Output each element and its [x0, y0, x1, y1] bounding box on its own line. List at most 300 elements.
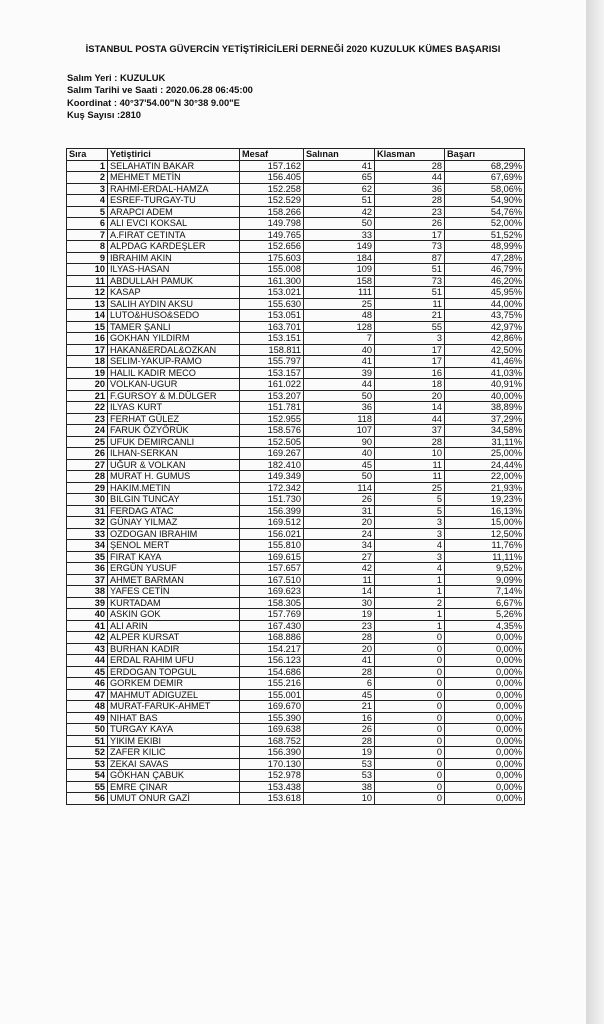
cell-basari: 37,29% — [445, 413, 525, 425]
cell-basari: 16,13% — [445, 505, 525, 517]
cell-sira: 47 — [67, 689, 108, 701]
cell-sira: 20 — [67, 379, 108, 391]
cell-salinan: 158 — [304, 275, 375, 287]
cell-yetistirici: ILYAS-HASAN — [108, 264, 240, 276]
table-row — [67, 321, 525, 333]
cell-salinan: 65 — [304, 172, 375, 184]
cell-salinan: 53 — [304, 758, 375, 770]
cell-klasman: 4 — [375, 563, 445, 575]
table-row — [67, 758, 525, 770]
cell-sira: 26 — [67, 448, 108, 460]
cell-salinan: 149 — [304, 241, 375, 253]
cell-mesaf: 163.701 — [240, 321, 304, 333]
cell-basari: 41,03% — [445, 367, 525, 379]
cell-mesaf: 152.955 — [240, 413, 304, 425]
cell-yetistirici: GOKHAN YILDIRM — [108, 333, 240, 345]
cell-yetistirici: ALPER KURSAT — [108, 632, 240, 644]
cell-klasman: 0 — [375, 770, 445, 782]
cell-sira: 18 — [67, 356, 108, 368]
cell-basari: 24,44% — [445, 459, 525, 471]
cell-salinan: 31 — [304, 505, 375, 517]
cell-salinan: 20 — [304, 643, 375, 655]
cell-yetistirici: GORKEM DEMIR — [108, 678, 240, 690]
table-row — [67, 459, 525, 471]
cell-salinan: 128 — [304, 321, 375, 333]
cell-salinan: 41 — [304, 655, 375, 667]
table-row — [67, 517, 525, 529]
cell-klasman: 17 — [375, 356, 445, 368]
cell-yetistirici: HALIL KADIR MECO — [108, 367, 240, 379]
table-row — [67, 482, 525, 494]
cell-klasman: 73 — [375, 275, 445, 287]
cell-salinan: 40 — [304, 344, 375, 356]
cell-basari: 67,69% — [445, 172, 525, 184]
cell-klasman: 10 — [375, 448, 445, 460]
cell-salinan: 90 — [304, 436, 375, 448]
cell-sira: 2 — [67, 172, 108, 184]
cell-yetistirici: ERDOGAN TOPGUL — [108, 666, 240, 678]
table-row — [67, 379, 525, 391]
table-row — [67, 597, 525, 609]
cell-klasman: 44 — [375, 172, 445, 184]
column-header-klasman: Klasman — [375, 149, 445, 161]
cell-klasman: 16 — [375, 367, 445, 379]
cell-yetistirici: ZAFER KILIC — [108, 747, 240, 759]
cell-mesaf: 158.266 — [240, 206, 304, 218]
cell-mesaf: 182.410 — [240, 459, 304, 471]
cell-salinan: 28 — [304, 735, 375, 747]
cell-salinan: 39 — [304, 367, 375, 379]
cell-sira: 45 — [67, 666, 108, 678]
cell-basari: 44,00% — [445, 298, 525, 310]
cell-yetistirici: TAMER ŞANLI — [108, 321, 240, 333]
cell-mesaf: 167.430 — [240, 620, 304, 632]
cell-yetistirici: UMUT ONUR GAZİ — [108, 793, 240, 805]
cell-mesaf: 156.405 — [240, 172, 304, 184]
cell-klasman: 17 — [375, 344, 445, 356]
cell-sira: 43 — [67, 643, 108, 655]
cell-sira: 12 — [67, 287, 108, 299]
table-row — [67, 563, 525, 575]
cell-basari: 0,00% — [445, 770, 525, 782]
cell-sira: 50 — [67, 724, 108, 736]
cell-yetistirici: ŞENOL MERT — [108, 540, 240, 552]
cell-klasman: 11 — [375, 298, 445, 310]
cell-basari: 34,58% — [445, 425, 525, 437]
table-row — [67, 770, 525, 782]
table-row — [67, 252, 525, 264]
cell-basari: 54,90% — [445, 195, 525, 207]
cell-salinan: 114 — [304, 482, 375, 494]
cell-klasman: 28 — [375, 195, 445, 207]
cell-sira: 15 — [67, 321, 108, 333]
table-row — [67, 356, 525, 368]
cell-mesaf: 156.123 — [240, 655, 304, 667]
cell-mesaf: 161.300 — [240, 275, 304, 287]
cell-mesaf: 169.512 — [240, 517, 304, 529]
cell-klasman: 0 — [375, 735, 445, 747]
cell-yetistirici: HAKIM.METIN — [108, 482, 240, 494]
cell-salinan: 21 — [304, 701, 375, 713]
cell-yetistirici: A.FIRAT CETINTA — [108, 229, 240, 241]
cell-klasman: 18 — [375, 379, 445, 391]
cell-salinan: 50 — [304, 390, 375, 402]
cell-sira: 13 — [67, 298, 108, 310]
cell-mesaf: 153.438 — [240, 781, 304, 793]
cell-mesaf: 151.781 — [240, 402, 304, 414]
cell-klasman: 0 — [375, 643, 445, 655]
cell-klasman: 1 — [375, 609, 445, 621]
cell-mesaf: 175.603 — [240, 252, 304, 264]
cell-sira: 17 — [67, 344, 108, 356]
column-header-basari: Başarı — [445, 149, 525, 161]
cell-basari: 68,29% — [445, 160, 525, 172]
cell-salinan: 50 — [304, 471, 375, 483]
table-row — [67, 586, 525, 598]
cell-mesaf: 151.730 — [240, 494, 304, 506]
cell-sira: 44 — [67, 655, 108, 667]
release-location: Salım Yeri : KUZULUK — [67, 72, 166, 83]
cell-basari: 21,93% — [445, 482, 525, 494]
cell-basari: 54,76% — [445, 206, 525, 218]
cell-klasman: 1 — [375, 574, 445, 586]
cell-yetistirici: SALIH AYDIN AKSU — [108, 298, 240, 310]
cell-mesaf: 167.510 — [240, 574, 304, 586]
cell-basari: 48,99% — [445, 241, 525, 253]
table-row — [67, 471, 525, 483]
cell-sira: 31 — [67, 505, 108, 517]
cell-basari: 0,00% — [445, 758, 525, 770]
cell-salinan: 48 — [304, 310, 375, 322]
cell-klasman: 11 — [375, 459, 445, 471]
table-row — [67, 609, 525, 621]
cell-sira: 51 — [67, 735, 108, 747]
cell-mesaf: 155.216 — [240, 678, 304, 690]
table-row — [67, 402, 525, 414]
cell-salinan: 16 — [304, 712, 375, 724]
cell-yetistirici: EMRE ÇINAR — [108, 781, 240, 793]
cell-klasman: 51 — [375, 264, 445, 276]
cell-sira: 5 — [67, 206, 108, 218]
cell-salinan: 41 — [304, 160, 375, 172]
table-row — [67, 643, 525, 655]
cell-salinan: 62 — [304, 183, 375, 195]
cell-sira: 24 — [67, 425, 108, 437]
cell-mesaf: 152.505 — [240, 436, 304, 448]
cell-klasman: 0 — [375, 793, 445, 805]
cell-salinan: 19 — [304, 609, 375, 621]
cell-yetistirici: YAFES CETİN — [108, 586, 240, 598]
cell-yetistirici: FERDAG ATAC — [108, 505, 240, 517]
cell-klasman: 2 — [375, 597, 445, 609]
cell-sira: 39 — [67, 597, 108, 609]
cell-salinan: 41 — [304, 356, 375, 368]
table-row — [67, 448, 525, 460]
cell-salinan: 118 — [304, 413, 375, 425]
cell-klasman: 3 — [375, 517, 445, 529]
cell-basari: 42,50% — [445, 344, 525, 356]
cell-basari: 52,00% — [445, 218, 525, 230]
table-row — [67, 494, 525, 506]
cell-sira: 16 — [67, 333, 108, 345]
cell-salinan: 20 — [304, 517, 375, 529]
cell-sira: 52 — [67, 747, 108, 759]
cell-basari: 19,23% — [445, 494, 525, 506]
table-row — [67, 275, 525, 287]
results-table — [66, 148, 525, 805]
cell-sira: 46 — [67, 678, 108, 690]
release-info — [67, 72, 253, 122]
cell-salinan: 14 — [304, 586, 375, 598]
cell-yetistirici: VOLKAN-UGUR — [108, 379, 240, 391]
cell-yetistirici: ALI EVCI KOKSAL — [108, 218, 240, 230]
table-row — [67, 287, 525, 299]
release-coordinates: Koordinat : 40°37'54.00"N 30°38 9.00"E — [67, 96, 240, 108]
cell-mesaf: 157.657 — [240, 563, 304, 575]
cell-mesaf: 158.811 — [240, 344, 304, 356]
cell-klasman: 28 — [375, 436, 445, 448]
cell-salinan: 25 — [304, 298, 375, 310]
cell-sira: 6 — [67, 218, 108, 230]
cell-yetistirici: AHMET BARMAN — [108, 574, 240, 586]
cell-klasman: 55 — [375, 321, 445, 333]
cell-mesaf: 158.305 — [240, 597, 304, 609]
cell-mesaf: 169.670 — [240, 701, 304, 713]
cell-mesaf: 168.886 — [240, 632, 304, 644]
table-row — [67, 747, 525, 759]
cell-basari: 58,06% — [445, 183, 525, 195]
cell-salinan: 19 — [304, 747, 375, 759]
cell-yetistirici: SELAHATIN BAKAR — [108, 160, 240, 172]
cell-yetistirici: MAHMUT ADIGUZEL — [108, 689, 240, 701]
cell-salinan: 24 — [304, 528, 375, 540]
cell-basari: 42,97% — [445, 321, 525, 333]
cell-yetistirici: ZEKAI SAVAS — [108, 758, 240, 770]
cell-yetistirici: OZDOGAN IBRAHIM — [108, 528, 240, 540]
cell-basari: 0,00% — [445, 632, 525, 644]
cell-klasman: 3 — [375, 528, 445, 540]
cell-sira: 41 — [67, 620, 108, 632]
cell-basari: 0,00% — [445, 712, 525, 724]
table-row — [67, 160, 525, 172]
cell-yetistirici: MEHMET METİN — [108, 172, 240, 184]
cell-sira: 22 — [67, 402, 108, 414]
cell-klasman: 0 — [375, 758, 445, 770]
table-row — [67, 666, 525, 678]
cell-salinan: 184 — [304, 252, 375, 264]
cell-salinan: 36 — [304, 402, 375, 414]
cell-klasman: 3 — [375, 551, 445, 563]
table-row — [67, 298, 525, 310]
cell-mesaf: 155.390 — [240, 712, 304, 724]
cell-basari: 0,00% — [445, 747, 525, 759]
release-datetime: Salım Tarihi ve Saati : 2020.06.28 06:45:00 — [67, 84, 253, 96]
table-row — [67, 241, 525, 253]
table-row — [67, 701, 525, 713]
cell-basari: 9,09% — [445, 574, 525, 586]
cell-sira: 56 — [67, 793, 108, 805]
cell-salinan: 23 — [304, 620, 375, 632]
cell-basari: 0,00% — [445, 678, 525, 690]
cell-salinan: 107 — [304, 425, 375, 437]
bird-count: Kuş Sayısı :2810 — [67, 109, 142, 121]
cell-salinan: 44 — [304, 379, 375, 391]
cell-basari: 5,26% — [445, 609, 525, 621]
cell-sira: 48 — [67, 701, 108, 713]
cell-salinan: 51 — [304, 195, 375, 207]
cell-basari: 40,91% — [445, 379, 525, 391]
cell-sira: 55 — [67, 781, 108, 793]
column-header-mesaf: Mesaf — [240, 149, 304, 161]
cell-mesaf: 153.021 — [240, 287, 304, 299]
cell-mesaf: 156.021 — [240, 528, 304, 540]
cell-mesaf: 149.349 — [240, 471, 304, 483]
cell-klasman: 87 — [375, 252, 445, 264]
cell-mesaf: 170.130 — [240, 758, 304, 770]
cell-mesaf: 153.051 — [240, 310, 304, 322]
table-row — [67, 425, 525, 437]
table-row — [67, 735, 525, 747]
cell-klasman: 1 — [375, 620, 445, 632]
cell-mesaf: 156.390 — [240, 747, 304, 759]
cell-mesaf: 149.798 — [240, 218, 304, 230]
table-row — [67, 724, 525, 736]
cell-yetistirici: IBRAHIM AKIN — [108, 252, 240, 264]
cell-salinan: 109 — [304, 264, 375, 276]
cell-yetistirici: ALPDAG KARDEŞLER — [108, 241, 240, 253]
cell-klasman: 3 — [375, 333, 445, 345]
table-row — [67, 712, 525, 724]
cell-sira: 27 — [67, 459, 108, 471]
cell-basari: 11,11% — [445, 551, 525, 563]
cell-klasman: 37 — [375, 425, 445, 437]
cell-salinan: 26 — [304, 494, 375, 506]
cell-sira: 14 — [67, 310, 108, 322]
cell-mesaf: 155.630 — [240, 298, 304, 310]
table-row — [67, 781, 525, 793]
table-row — [67, 229, 525, 241]
cell-sira: 54 — [67, 770, 108, 782]
cell-mesaf: 169.615 — [240, 551, 304, 563]
cell-sira: 19 — [67, 367, 108, 379]
cell-salinan: 45 — [304, 689, 375, 701]
table-row — [67, 206, 525, 218]
cell-sira: 36 — [67, 563, 108, 575]
cell-yetistirici: MURAT-FARUK-AHMET — [108, 701, 240, 713]
cell-basari: 0,00% — [445, 781, 525, 793]
cell-mesaf: 149.765 — [240, 229, 304, 241]
cell-klasman: 0 — [375, 632, 445, 644]
cell-salinan: 7 — [304, 333, 375, 345]
table-row — [67, 183, 525, 195]
cell-sira: 23 — [67, 413, 108, 425]
cell-sira: 28 — [67, 471, 108, 483]
cell-basari: 4,35% — [445, 620, 525, 632]
cell-basari: 25,00% — [445, 448, 525, 460]
cell-salinan: 10 — [304, 793, 375, 805]
background-edge — [586, 0, 604, 1024]
cell-klasman: 17 — [375, 229, 445, 241]
cell-sira: 7 — [67, 229, 108, 241]
cell-klasman: 5 — [375, 505, 445, 517]
cell-basari: 42,86% — [445, 333, 525, 345]
cell-yetistirici: YIKIM EKIBI — [108, 735, 240, 747]
cell-basari: 51,52% — [445, 229, 525, 241]
cell-mesaf: 156.399 — [240, 505, 304, 517]
cell-yetistirici: ALI ARIN — [108, 620, 240, 632]
cell-klasman: 14 — [375, 402, 445, 414]
cell-yetistirici: F.GURSOY & M.DÜLGER — [108, 390, 240, 402]
cell-yetistirici: RAHMİ-ERDAL-HAMZA — [108, 183, 240, 195]
cell-salinan: 33 — [304, 229, 375, 241]
cell-yetistirici: ILHAN-SERKAN — [108, 448, 240, 460]
cell-salinan: 50 — [304, 218, 375, 230]
cell-klasman: 1 — [375, 586, 445, 598]
cell-salinan: 38 — [304, 781, 375, 793]
cell-klasman: 0 — [375, 712, 445, 724]
cell-klasman: 0 — [375, 747, 445, 759]
cell-sira: 10 — [67, 264, 108, 276]
cell-yetistirici: NIHAT BAS — [108, 712, 240, 724]
cell-mesaf: 155.810 — [240, 540, 304, 552]
cell-basari: 45,95% — [445, 287, 525, 299]
cell-basari: 0,00% — [445, 655, 525, 667]
table-header-row — [67, 149, 525, 161]
cell-yetistirici: ERDAL RAHIM UFU — [108, 655, 240, 667]
cell-basari: 31,11% — [445, 436, 525, 448]
table-row — [67, 413, 525, 425]
cell-yetistirici: ERGÜN YUSUF — [108, 563, 240, 575]
cell-yetistirici: FERHAT GÜLEZ — [108, 413, 240, 425]
cell-basari: 12,50% — [445, 528, 525, 540]
cell-sira: 53 — [67, 758, 108, 770]
cell-yetistirici: BURHAN KADIR — [108, 643, 240, 655]
cell-mesaf: 157.769 — [240, 609, 304, 621]
table-row — [67, 436, 525, 448]
cell-yetistirici: KASAP — [108, 287, 240, 299]
cell-salinan: 26 — [304, 724, 375, 736]
cell-mesaf: 152.656 — [240, 241, 304, 253]
cell-mesaf: 153.157 — [240, 367, 304, 379]
cell-klasman: 73 — [375, 241, 445, 253]
cell-yetistirici: KURTADAM — [108, 597, 240, 609]
cell-yetistirici: UĞUR & VOLKAN — [108, 459, 240, 471]
cell-basari: 46,79% — [445, 264, 525, 276]
cell-mesaf: 172.342 — [240, 482, 304, 494]
cell-sira: 40 — [67, 609, 108, 621]
cell-sira: 33 — [67, 528, 108, 540]
table-row — [67, 505, 525, 517]
column-header-salinan: Salınan — [304, 149, 375, 161]
table-row — [67, 574, 525, 586]
cell-mesaf: 158.576 — [240, 425, 304, 437]
cell-klasman: 0 — [375, 678, 445, 690]
cell-mesaf: 154.686 — [240, 666, 304, 678]
cell-yetistirici: SELIM-YAKUP-RAMO — [108, 356, 240, 368]
cell-klasman: 23 — [375, 206, 445, 218]
cell-salinan: 28 — [304, 666, 375, 678]
cell-sira: 21 — [67, 390, 108, 402]
cell-sira: 38 — [67, 586, 108, 598]
cell-salinan: 40 — [304, 448, 375, 460]
cell-klasman: 21 — [375, 310, 445, 322]
cell-sira: 1 — [67, 160, 108, 172]
cell-basari: 38,89% — [445, 402, 525, 414]
cell-yetistirici: LUTO&HUSO&SEDO — [108, 310, 240, 322]
cell-klasman: 0 — [375, 701, 445, 713]
cell-yetistirici: UFUK DEMIRCANLI — [108, 436, 240, 448]
cell-sira: 8 — [67, 241, 108, 253]
